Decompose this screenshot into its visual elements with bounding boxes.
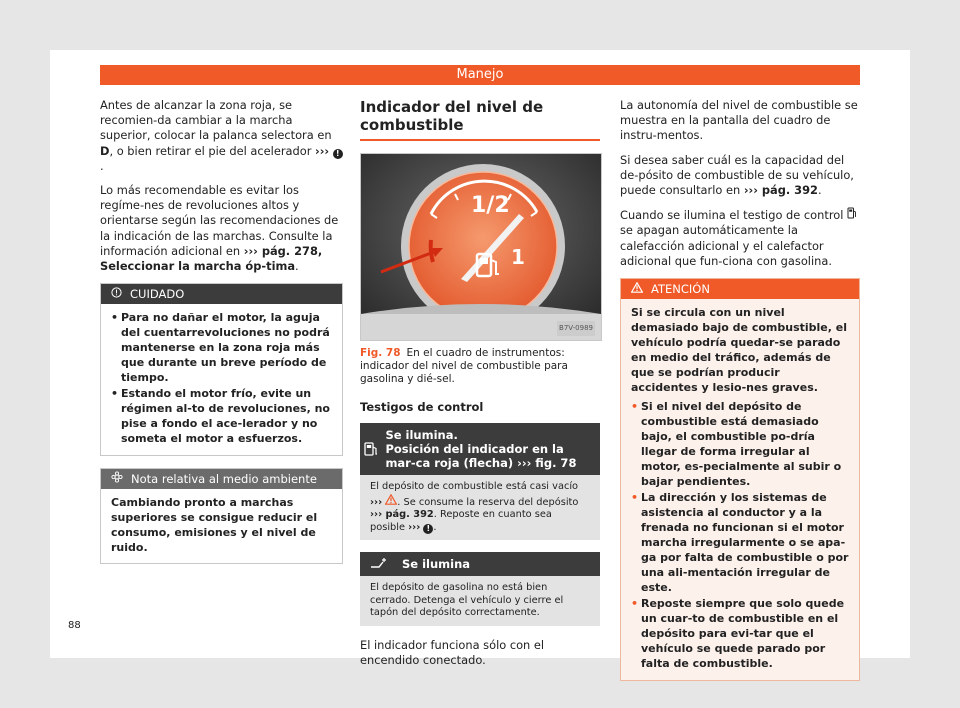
- caution-item: • Para no dañar el motor, la aguja del cuentarrevoluciones no podrá mantenerse en la zona roja más que durante un breve período de tiempo.: [111, 310, 332, 385]
- warning-item: • Si el nivel del depósito de combustible está demasiado bajo, el combustible po-dría llegar de forma irregular al motor, es-pecialmente al subir o bajar pendientes.: [631, 399, 849, 489]
- link-page-392[interactable]: ››› pág. 392: [743, 183, 818, 198]
- warning-intro: Si se circula con un nivel demasiado bajo de combustible, el vehículo podría quedar-se parado en medio del tráfico, además de que se podrían producir accidentes y lesio-nes graves.: [631, 306, 848, 395]
- gauge-full-label: 1: [511, 245, 525, 269]
- warning-box: [620, 278, 860, 681]
- caution-body: [101, 304, 342, 455]
- paragraph-ignition: El indicador funciona sólo con el encendido conectado.: [360, 637, 545, 667]
- paragraph-rpm-advice: Lo más recomendable es evitar los regíme-nes de revoluciones altos y orientarse según las recomendaciones de la indicación de las marchas. Consulte la información adicional en ››› pág. 278, Seleccionar la marcha óp-tima.: [100, 183, 339, 274]
- figure-label: Fig. 78: [360, 347, 401, 359]
- gear-d: D: [100, 143, 110, 158]
- caution-item: • Estando el motor frío, evite un régimen al-to de revoluciones, no pise a fondo el ace-lerador y no someta el motor a esfuerzos.: [111, 386, 332, 446]
- section-title: Indicador del nivel de combustible: [360, 98, 600, 141]
- environment-note-header: Nota relativa al medio ambiente: [101, 469, 342, 489]
- column-left: [100, 98, 343, 576]
- caution-box: [100, 283, 343, 456]
- figure-caption: Fig. 78 En el cuadro de instrumentos: indicador del nivel de combustible para gasolina y dié-sel.: [360, 347, 568, 385]
- environment-note-box: [100, 468, 343, 564]
- page-number: 88: [68, 620, 81, 631]
- fuel-pump-icon: [847, 208, 857, 222]
- environment-note-body: Cambiando pronto a marchas superiores se consigue reducir el consumo, emisiones y el nivel de ruido.: [111, 496, 318, 555]
- warning-item: • La dirección y los sistemas de asistencia al conductor y a la frenada no funcionan si el motor marcha irregularmente o se apa-ga por falta de combustible o por una ali-mentación irregular de este.: [631, 490, 849, 595]
- column-middle: [360, 98, 600, 677]
- fuel-cap-lamp-icon: [360, 552, 398, 576]
- figure-code: B7V-0989: [557, 321, 595, 336]
- warning-item: • Reposte siempre que solo quede un cuar-to de combustible en el depósito para evi-tar que el vehículo se quede parado por falta de combustible.: [631, 596, 849, 671]
- paragraph-capacity: Si desea saber cuál es la capacidad del de-pósito de combustible de su vehículo, puede consultarlo en ››› pág. 392.: [620, 152, 854, 198]
- fuel-pump-lamp-icon: [360, 423, 381, 475]
- paragraph-range: La autonomía del nivel de combustible se muestra en la pantalla del cuadro de instru-mentos.: [620, 98, 858, 143]
- warning-circle-icon: !: [333, 149, 343, 159]
- chapter-header: Manejo: [100, 65, 860, 85]
- warning-circle-icon: !: [423, 524, 433, 534]
- gauge-half-label: 1/2: [471, 193, 510, 218]
- warning-triangle-icon: [385, 497, 397, 508]
- lamp-fuel-cap-text: El depósito de gasolina no está bien cerrado. Detenga el vehículo y cierre el tapón del depósito correctamente.: [360, 576, 600, 626]
- lamp-low-fuel-text: El depósito de combustible está casi vacío ››› . Se consume la reserva del depósito ››› pág. 392. Reposte en cuanto sea posible ››› ! .: [360, 475, 600, 540]
- info-circle-icon: [111, 284, 122, 304]
- link-page-278[interactable]: ››› pág. 278, Seleccionar la marcha óp-tima: [100, 243, 323, 274]
- link-page-392[interactable]: ››› pág. 392: [370, 509, 434, 521]
- control-lamps-heading: Testigos de control: [360, 400, 484, 414]
- fuel-gauge-figure: [360, 153, 602, 341]
- caution-header: CUIDADO: [101, 284, 342, 304]
- lamp-fuel-cap-header: Se ilumina: [360, 552, 600, 576]
- fuel-gauge-illustration: [361, 154, 601, 340]
- warning-body: [621, 299, 859, 680]
- paragraph-heater: Cuando se ilumina el testigo de control se apagan automáticamente la calefacción adicional y el calefactor adicional que fun-ciona con gasolina.: [620, 207, 860, 269]
- cross-ref-arrow[interactable]: ›››: [315, 143, 330, 158]
- column-right: [620, 98, 860, 693]
- warning-header: ATENCIÓN: [621, 279, 859, 299]
- warning-triangle-icon: [631, 279, 643, 299]
- lamp-low-fuel-header: Se ilumina. Posición del indicador en la mar-ca roja (flecha) ››› fig. 78: [360, 423, 600, 475]
- leaf-icon: [111, 469, 123, 489]
- paragraph-shift-advice: Antes de alcanzar la zona roja, se recomien-da cambiar a la marcha superior, colocar la palanca selectora en D, o bien retirar el pie del acelerador ››› !.: [100, 98, 343, 174]
